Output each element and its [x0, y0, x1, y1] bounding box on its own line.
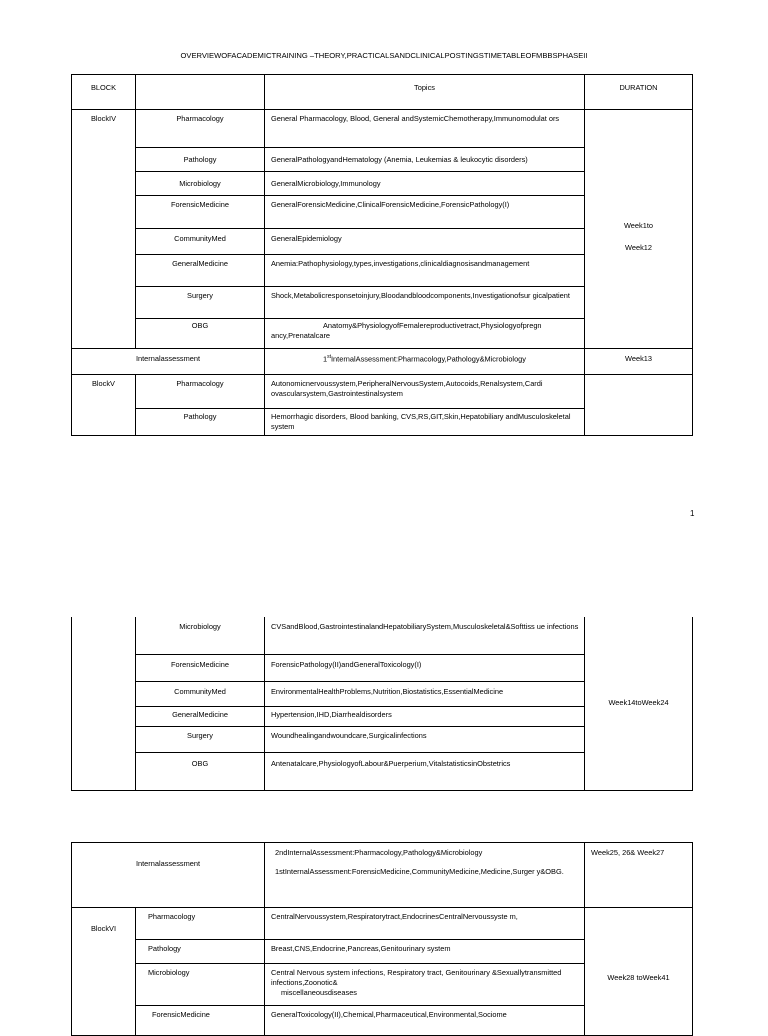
- block-iv-label: BlockIV: [72, 110, 136, 349]
- timetable-table-3: [71, 842, 693, 1036]
- topic-cell: Anatomy&PhysiologyofFemalereproductivetract,Physiologyofpregn ancy,Prenatalcare: [265, 319, 585, 349]
- topic-cell: GeneralMicrobiology,Immunology: [265, 172, 585, 196]
- duration-week13: Week13: [585, 349, 693, 375]
- ia-topic-text: InternalAssessment:Pharmacology,Pathology&Microbiology: [331, 354, 526, 364]
- topic-cell: Autonomicnervoussystem,PeripheralNervousSystem,Autocoids,Renalsystem,Cardi ovascularsystem,Gastrointestinalsystem: [265, 375, 585, 409]
- subject-cell: Microbiology: [136, 617, 265, 654]
- internal-assessment-label: Internalassessment: [72, 349, 265, 375]
- topic-line: Central Nervous system infections, Respiratory tract, Genitourinary &Sexuallytransmitted infections,Zoonotic&: [271, 968, 562, 987]
- subject-cell: Surgery: [136, 726, 265, 752]
- topic-cell: Woundhealingandwoundcare,Surgicalinfections: [265, 726, 585, 752]
- topic-cell: GeneralEpidemiology: [265, 229, 585, 255]
- block-v-continued: [72, 617, 136, 790]
- timetable-table-2: [71, 617, 693, 791]
- topic-cell: GeneralForensicMedicine,ClinicalForensicMedicine,ForensicPathology(I): [265, 196, 585, 229]
- ia-ordinal-suffix: st: [327, 354, 331, 360]
- subject-cell: OBG: [136, 319, 265, 349]
- header-duration: DURATION: [585, 75, 693, 110]
- topic-cell: CentralNervoussystem,Respiratorytract,EndocrinesCentralNervoussyste m,: [265, 908, 585, 940]
- topic-cell: GeneralToxicology(II),Chemical,Pharmaceutical,Environmental,Sociome: [265, 1006, 585, 1036]
- subject-cell: ForensicMedicine: [136, 654, 265, 681]
- duration-week28-41: Week28 toWeek41: [585, 908, 693, 1036]
- topic-cell: CVSandBlood,GastrointestinalandHepatobiliarySystem,Musculoskeletal&Softtiss ue infections: [265, 617, 585, 654]
- duration-week1-12: [585, 110, 693, 349]
- topic-cell: Anemia:Pathophysiology,types,investigations,clinicaldiagnosisandmanagement: [265, 255, 585, 287]
- document-title: OVERVIEWOFACADEMICTRAINING –THEORY,PRACTICALSANDCLINICALPOSTINGSTIMETABLEOFMBBSPHASEII: [180, 51, 588, 60]
- topic-line: miscellaneousdiseases: [281, 987, 357, 997]
- duration-line: Week12: [625, 243, 652, 252]
- topic-cell: EnvironmentalHealthProblems,Nutrition,Biostatistics,EssentialMedicine: [265, 681, 585, 706]
- subject-cell: Pathology: [136, 940, 265, 964]
- subject-cell: GeneralMedicine: [136, 255, 265, 287]
- subject-cell: Microbiology: [136, 964, 265, 1006]
- topic-cell: ForensicPathology(II)andGeneralToxicology(I): [265, 654, 585, 681]
- subject-cell: CommunityMed: [136, 681, 265, 706]
- header-topics: Topics: [265, 75, 585, 110]
- duration-week14-24: Week14toWeek24: [585, 617, 693, 790]
- duration-blank: [585, 375, 693, 436]
- block-v-label: BlockV: [72, 375, 136, 436]
- subject-cell: Surgery: [136, 287, 265, 319]
- duration-line: Week1to: [623, 221, 654, 231]
- internal-assessment-label: Internalassessment: [72, 843, 265, 908]
- timetable-table-1: [71, 74, 693, 436]
- internal-assessment-topic: [265, 843, 585, 908]
- topic-cell: Breast,CNS,Endocrine,Pancreas,Genitourinary system: [265, 940, 585, 964]
- internal-assessment-topic: [265, 349, 585, 375]
- subject-cell: CommunityMed: [136, 229, 265, 255]
- ia-topic-line: 2ndInternalAssessment:Pharmacology,Pathology&Microbiology: [275, 848, 483, 857]
- header-block: BLOCK: [72, 75, 136, 110]
- topic-cell: General Pharmacology, Blood, General andSystemicChemotherapy,Immunomodulat ors: [265, 110, 585, 148]
- subject-cell: Pharmacology: [136, 908, 265, 940]
- subject-cell: OBG: [136, 752, 265, 790]
- subject-cell: Pathology: [136, 409, 265, 436]
- block-vi-label: BlockVI: [72, 908, 136, 1036]
- topic-cell: [265, 964, 585, 1006]
- page-number: 1: [690, 509, 695, 518]
- subject-cell: Pathology: [136, 148, 265, 172]
- subject-cell: Microbiology: [136, 172, 265, 196]
- topic-cell: Hemorrhagic disorders, Blood banking, CVS,RS,GIT,Skin,Hepatobiliary andMusculoskeletal system: [265, 409, 585, 436]
- ia-ordinal: 1: [322, 354, 328, 364]
- ia-topic-line: 1stInternalAssessment:ForensicMedicine,CommunityMedicine,Medicine,Surger y&OBG.: [275, 866, 564, 876]
- subject-cell: ForensicMedicine: [136, 196, 265, 229]
- subject-cell: Pharmacology: [136, 375, 265, 409]
- header-subject-blank: [136, 75, 265, 110]
- topic-cell: Hypertension,IHD,Diarrhealdisorders: [265, 706, 585, 726]
- topic-cell: Antenatalcare,PhysiologyofLabour&Puerperium,VitalstatisticsinObstetrics: [265, 752, 585, 790]
- subject-cell: Pharmacology: [136, 110, 265, 148]
- duration-week25-27: Week25, 26& Week27: [585, 843, 693, 908]
- topic-cell: GeneralPathologyandHematology (Anemia, Leukemias & leukocytic disorders): [265, 148, 585, 172]
- topic-cell: Shock,Metabolicresponsetoinjury,Bloodandbloodcomponents,Investigationofsur gicalpatient: [265, 287, 585, 319]
- subject-cell: ForensicMedicine: [136, 1006, 265, 1036]
- subject-cell: GeneralMedicine: [136, 706, 265, 726]
